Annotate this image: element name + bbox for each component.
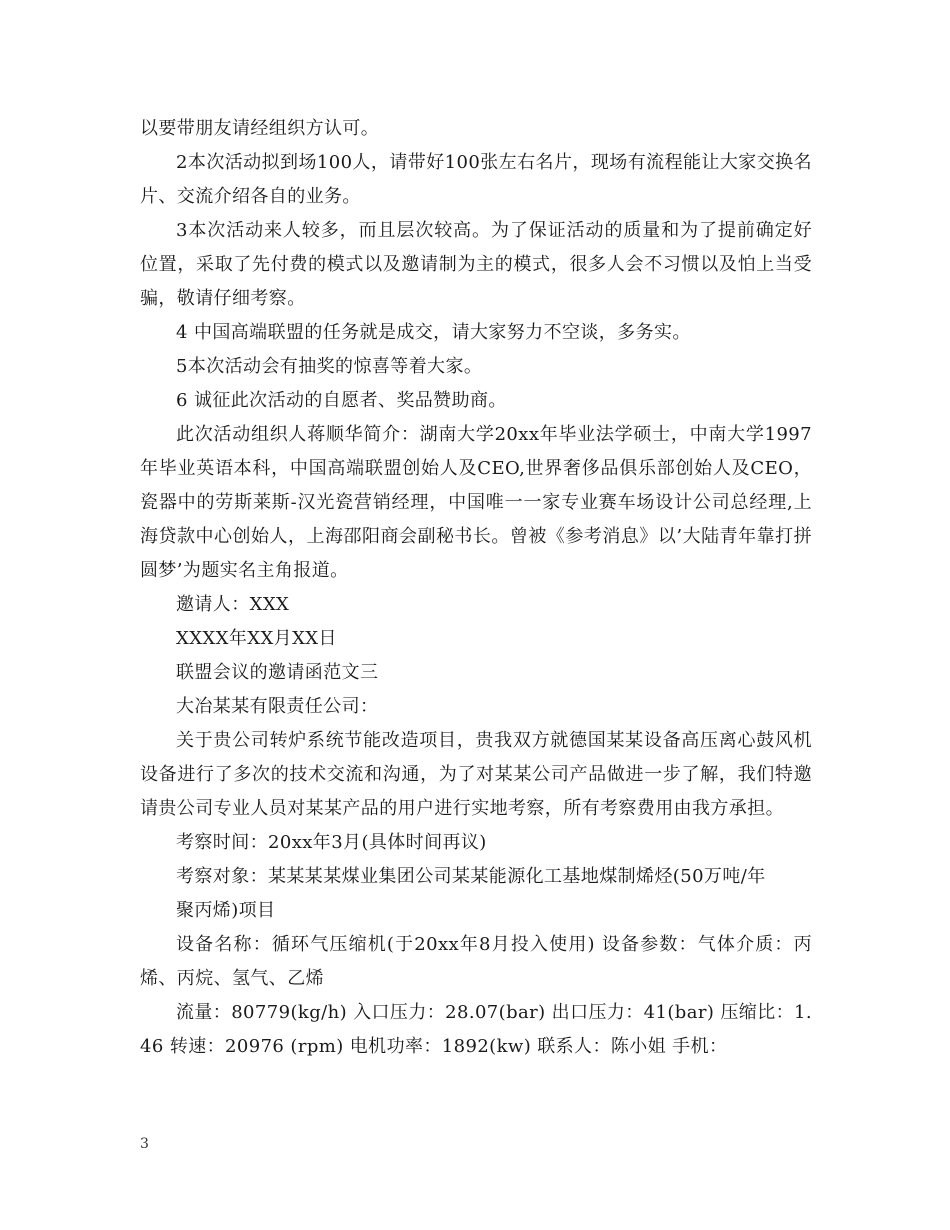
paragraph-date: XXXX年XX月XX日: [176, 628, 337, 649]
paragraph-equipment: 设备名称：循环气压缩机(于20xx年8月投入使用) 设备参数：气体介质：丙烯、丙烷、氢气、乙烯: [140, 934, 812, 989]
page-number: 3: [140, 1136, 149, 1152]
paragraph-item-5: 5本次活动会有抽奖的惊喜等着大家。: [176, 356, 483, 377]
paragraph-continuation: 以要带朋友请经组织方认可。: [140, 118, 380, 139]
paragraph-inviter: 邀请人：XXX: [176, 594, 290, 615]
paragraph-organizer-bio: 此次活动组织人蒋顺华简介：湖南大学20xx年毕业法学硕士，中南大学1997年毕业英语本科，中国高端联盟创始人及CEO,世界奢侈品俱乐部创始人及CEO，瓷器中的劳斯莱斯-汉光瓷营销经理，中国唯一一家专业赛车场设计公司总经理,上海贷款中心创始人，上海邵阳商会副秘书长。曾被《参考消息》以’大陆青年靠打拼圆梦’为题实名主角报道。: [140, 424, 812, 581]
paragraph-recipient: 大冶某某有限责任公司：: [176, 696, 379, 717]
paragraph-item-4: 4 中国高端联盟的任务就是成交，请大家努力不空谈，多务实。: [176, 322, 691, 343]
paragraph-item-2: 2本次活动拟到场100人，请带好100张左右名片，现场有流程能让大家交换名片、交流介绍各自的业务。: [140, 152, 812, 207]
section-heading: 联盟会议的邀请函范文三: [176, 662, 379, 683]
paragraph-item-3: 3本次活动来人较多，而且层次较高。为了保证活动的质量和为了提前确定好位置，采取了先付费的模式以及邀请制为主的模式，很多人会不习惯以及怕上当受骗，敬请仔细考察。: [140, 220, 812, 309]
paragraph-visit-target: 考察对象：某某某某煤业集团公司某某能源化工基地煤制烯烃(50万吨/年: [176, 866, 766, 887]
paragraph-visit-time: 考察时间：20xx年3月(具体时间再议): [176, 832, 487, 853]
paragraph-invitation-body: 关于贵公司转炉系统节能改造项目，贵我双方就德国某某设备高压离心鼓风机设备进行了多次的技术交流和沟通，为了对某某公司产品做进一步了解，我们特邀请贵公司专业人员对某某产品的用户进行实地考察，所有考察费用由我方承担。: [140, 730, 812, 819]
paragraph-parameters: 流量：80779(kg/h) 入口压力：28.07(bar) 出口压力：41(bar) 压缩比：1.46 转速：20976 (rpm) 电机功率：1892(kw) 联系人：陈小姐 手机：: [140, 1002, 812, 1057]
paragraph-item-6: 6 诚征此次活动的自愿者、奖品赞助商。: [176, 390, 507, 411]
paragraph-visit-target-continued: 聚丙烯)项目: [176, 900, 276, 921]
document-body: [140, 112, 812, 1064]
